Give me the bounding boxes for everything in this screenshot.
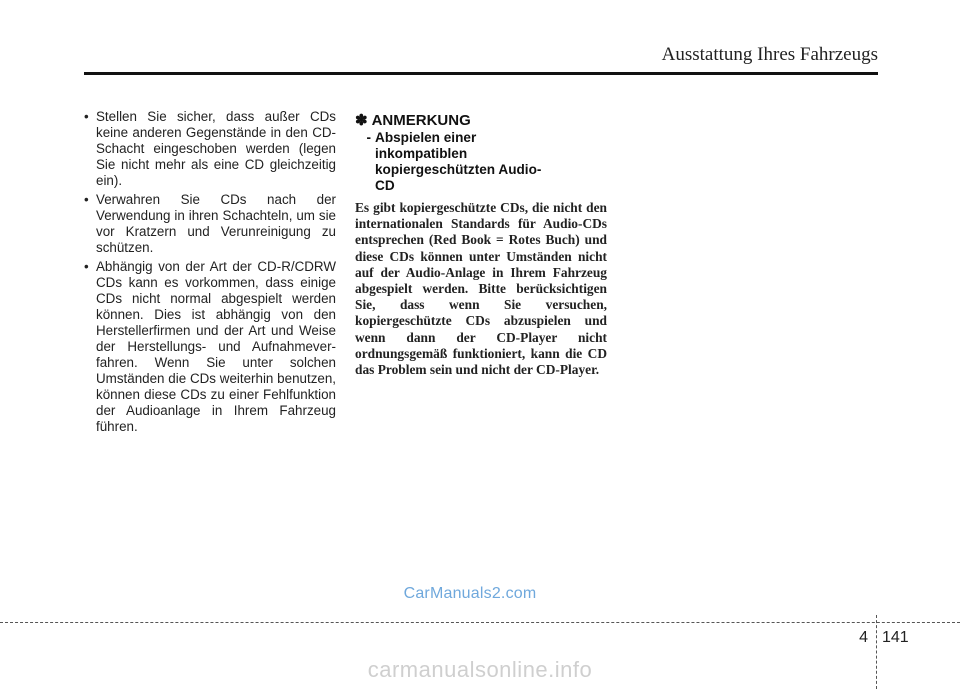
note-heading-text: ANMERKUNG (371, 112, 471, 129)
section-title: Ausstattung Ihres Fahrzeugs (661, 44, 878, 65)
page-number: 141 (882, 629, 909, 646)
list-item (84, 109, 336, 189)
header-rule (84, 72, 878, 75)
note-dash: - (366, 130, 371, 145)
note-subheading (355, 130, 607, 194)
footer-rule (0, 622, 960, 623)
bullet-text: Verwahren Sie CDs nach der Verwendung in ihren Schachteln, um sie vor Kratzern und Verunreinigung zu schützen. (96, 192, 336, 255)
watermark-bottom: carmanualsonline.info (367, 657, 593, 682)
note-box (355, 112, 607, 378)
asterisk-icon: ✽ (355, 112, 368, 129)
note-heading (355, 112, 607, 129)
bullet-list (84, 109, 336, 438)
watermark-link[interactable]: CarManuals2.com (403, 585, 537, 602)
bullet-text: Abhängig von der Art der CD-R/CDRW CDs kann es vorkommen, dass einige CDs nicht normal abgespielt werden können. Dies ist abhängig von den Herstellerfirmen und der Art und Weise der Herstellungs- und Aufnahmever-fahren. Wenn Sie unter solchen Umständen die CDs weiterhin benutzen, können diese CDs zu einer Fehlfunktion der Audioanlage in Ihrem Fahrzeug führen. (96, 259, 336, 434)
list-item (84, 192, 336, 256)
note-body: Es gibt kopiergeschützte CDs, die nicht den internationalen Standards für Audio-CDs entsprechen (Red Book = Rotes Buch) und diese CDs können unter Umständen nicht auf der Audio-Anlage in Ihrem Fahrzeug abgespielt werden. Bitte berücksichtigen Sie, dass wenn Sie versuchen, kopiergeschützte CDs abzuspielen und wenn dann der CD-Player nicht ordnungsgemäß funktioniert, kann die CD das Problem sein und nicht der CD-Player. (355, 200, 607, 378)
chapter-number: 4 (859, 629, 868, 646)
bullet-icon: • (84, 259, 89, 274)
list-item (84, 259, 336, 435)
bullet-icon: • (84, 109, 89, 124)
bullet-icon: • (84, 192, 89, 207)
note-subheading-text: Abspielen einer inkompatiblen kopiergeschützten Audio-CD (375, 130, 542, 193)
bullet-text: Stellen Sie sicher, dass außer CDs keine anderen Gegenstände in den CD-Schacht eingeschoben werden (legen Sie nicht mehr als eine CD gleichzeitig ein). (96, 109, 336, 188)
